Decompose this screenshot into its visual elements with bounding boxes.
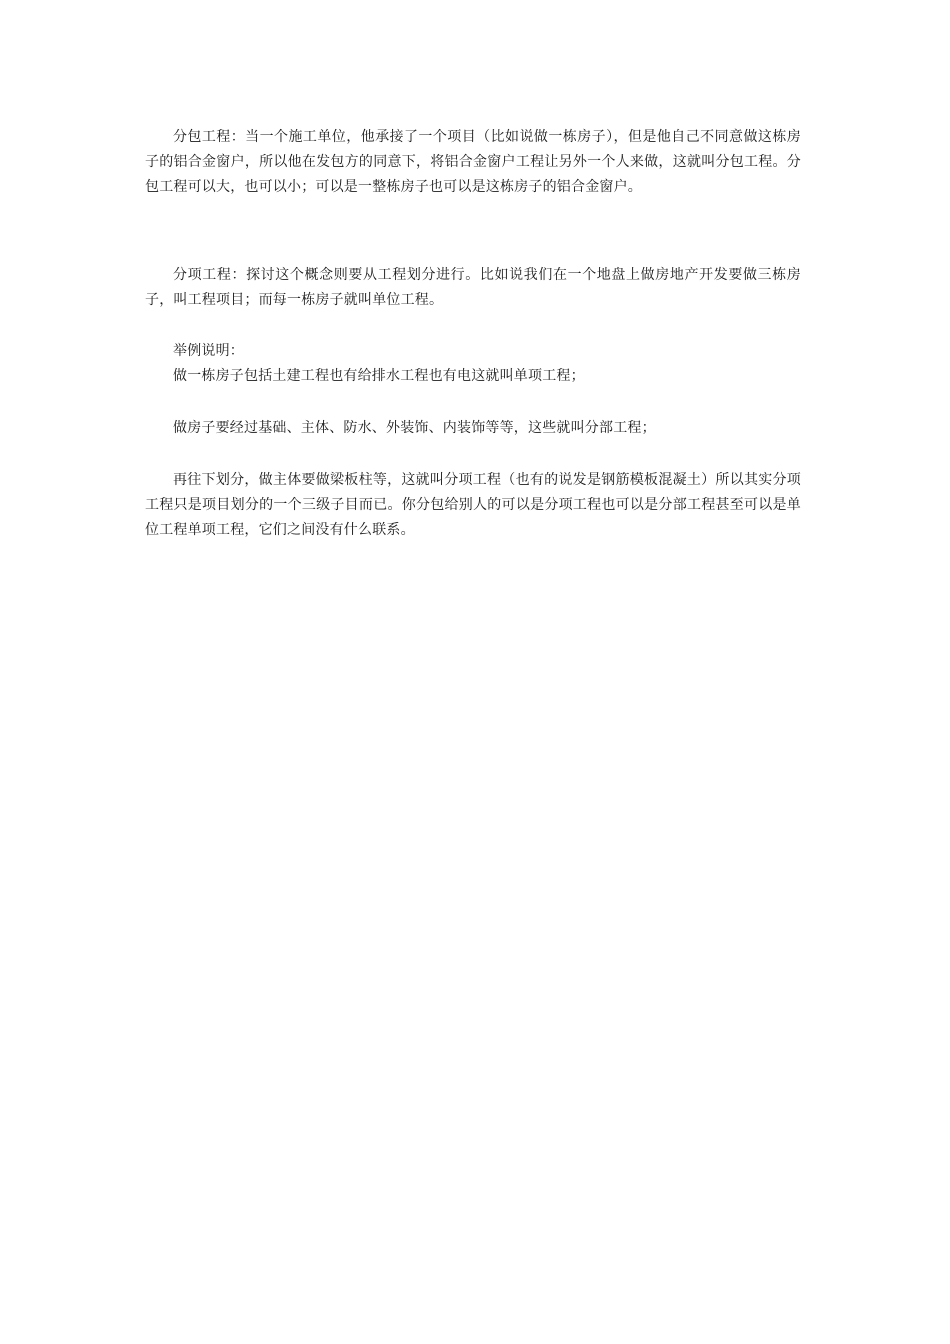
paragraph-spacer bbox=[145, 313, 801, 339]
paragraph-further-division: 再往下划分，做主体要做梁板柱等，这就叫分项工程（也有的说发是钢筋模板混凝土）所以其实分项工程只是项目划分的一个三级子目而已。你分包给别人的可以是分项工程也可以是分部工程甚至可以是单位工程单项工程，它们之间没有什么联系。 bbox=[145, 472, 801, 538]
paragraph-example-heading: 举例说明： bbox=[173, 343, 244, 359]
paragraph-single-item: 做一栋房子包括土建工程也有给排水工程也有电这就叫单项工程； bbox=[173, 368, 585, 384]
paragraph-division: 做房子要经过基础、主体、防水、外装饰、内装饰等等，这些就叫分部工程； bbox=[173, 420, 656, 436]
document-body bbox=[145, 125, 801, 543]
paragraph-spacer bbox=[145, 389, 801, 416]
paragraph-spacer bbox=[145, 200, 801, 263]
paragraph-sub-item: 分项工程：探讨这个概念则要从工程划分进行。比如说我们在一个地盘上做房地产开发要做三栋房子，叫工程项目；而每一栋房子就叫单位工程。 bbox=[145, 267, 801, 308]
paragraph-subcontract: 分包工程：当一个施工单位，他承接了一个项目（比如说做一栋房子），但是他自己不同意做这栋房子的铝合金窗户，所以他在发包方的同意下，将铝合金窗户工程让另外一个人来做，这就叫分包工程。分包工程可以大，也可以小；可以是一整栋房子也可以是这栋房子的铝合金窗户。 bbox=[145, 129, 801, 195]
paragraph-spacer bbox=[145, 441, 801, 468]
